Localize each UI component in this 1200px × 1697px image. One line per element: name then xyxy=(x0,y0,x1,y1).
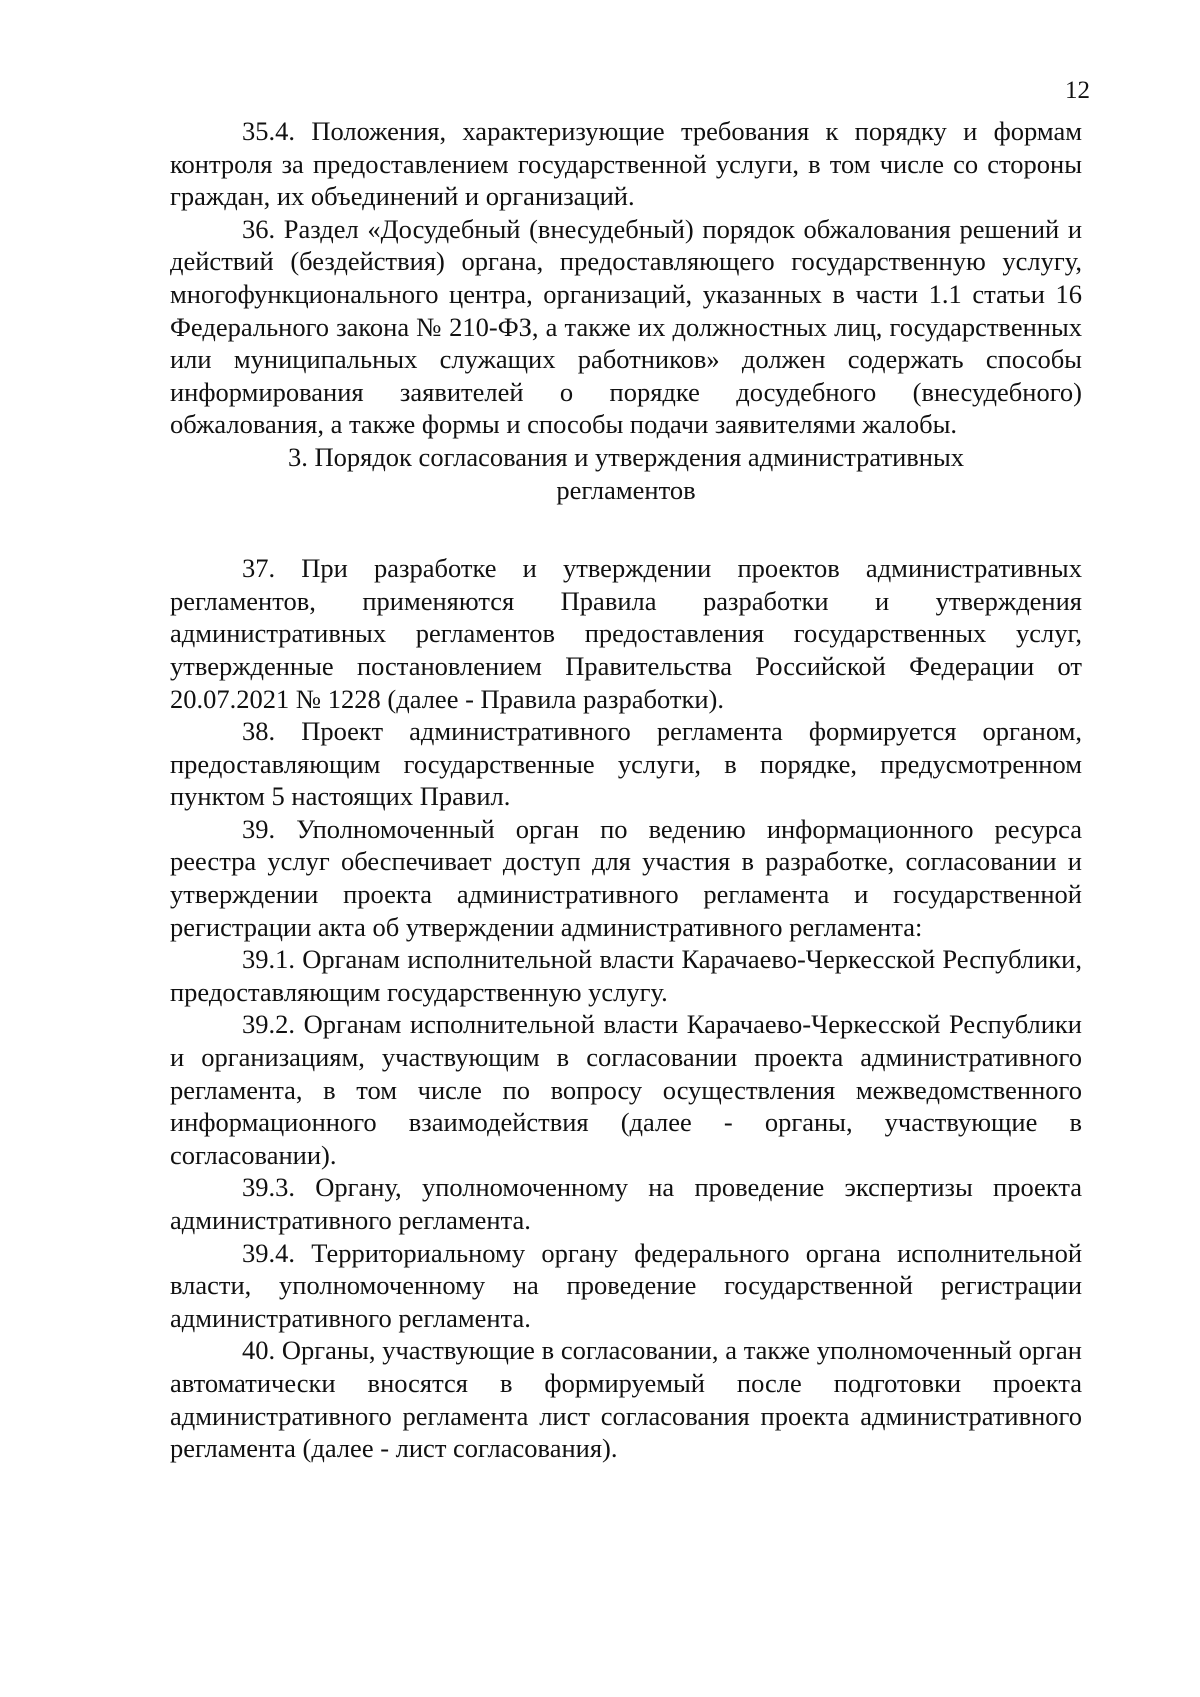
section-heading-line-1: 3. Порядок согласования и утверждения административных xyxy=(288,441,964,472)
paragraph-39-3: 39.3. Органу, уполномоченному на проведение экспертизы проекта административного регламента. xyxy=(170,1172,1082,1235)
paragraph-40: 40. Органы, участвующие в согласовании, а также уполномоченный орган автоматически вносятся в формируемый после подготовки проекта административного регламента лист согласования проекта административного регламента (далее - лист согласования). xyxy=(170,1335,1082,1464)
section-heading-line-2: регламентов xyxy=(556,474,696,505)
section-heading xyxy=(170,441,1082,506)
document-body xyxy=(170,115,1082,1465)
paragraph-39: 39. Уполномоченный орган по ведению информационного ресурса реестра услуг обеспечивает доступ для участия в разработке, согласовании и утверждении проекта административного регламента и государственной регистрации акта об утверждении административного регламента: xyxy=(170,813,1082,942)
paragraph-39-1: 39.1. Органам исполнительной власти Карачаево-Черкесской Республики, предоставляющим государственную услугу. xyxy=(170,944,1082,1007)
paragraph-35-4: 35.4. Положения, характеризующие требования к порядку и формам контроля за предоставлением государственной услуги, в том числе со стороны граждан, их объединений и организаций. xyxy=(170,116,1082,212)
paragraph-39-2: 39.2. Органам исполнительной власти Карачаево-Черкесской Республики и организациям, участвующим в согласовании проекта административного регламента, в том числе по вопросу осуществления межведомственного информационного взаимодействия (далее - органы, участвующие в согласовании). xyxy=(170,1009,1082,1170)
paragraph-36: 36. Раздел «Досудебный (внесудебный) порядок обжалования решений и действий (бездействия) органа, предоставляющего государственную услугу, многофункционального центра, организаций, указанных в части 1.1 статьи 16 Федерального закона № 210-ФЗ, а также их должностных лиц, государственных или муниципальных служащих работников» должен содержать способы информирования заявителей о порядке досудебного (внесудебного) обжалования, а также формы и способы подачи заявителями жалобы. xyxy=(170,213,1082,440)
paragraph-37: 37. При разработке и утверждении проектов административных регламентов, применяются Правила разработки и утверждения административных регламентов предоставления государственных услуг, утвержденные постановлением Правительства Российской Федерации от 20.07.2021 № 1228 (далее - Правила разработки). xyxy=(170,553,1082,714)
paragraph-38: 38. Проект административного регламента формируется органом, предоставляющим государственные услуги, в порядке, предусмотренном пунктом 5 настоящих Правил. xyxy=(170,716,1082,812)
page-number: 12 xyxy=(1065,77,1090,104)
paragraph-39-4: 39.4. Территориальному органу федерального органа исполнительной власти, уполномоченному на проведение государственной регистрации административного регламента. xyxy=(170,1237,1082,1333)
